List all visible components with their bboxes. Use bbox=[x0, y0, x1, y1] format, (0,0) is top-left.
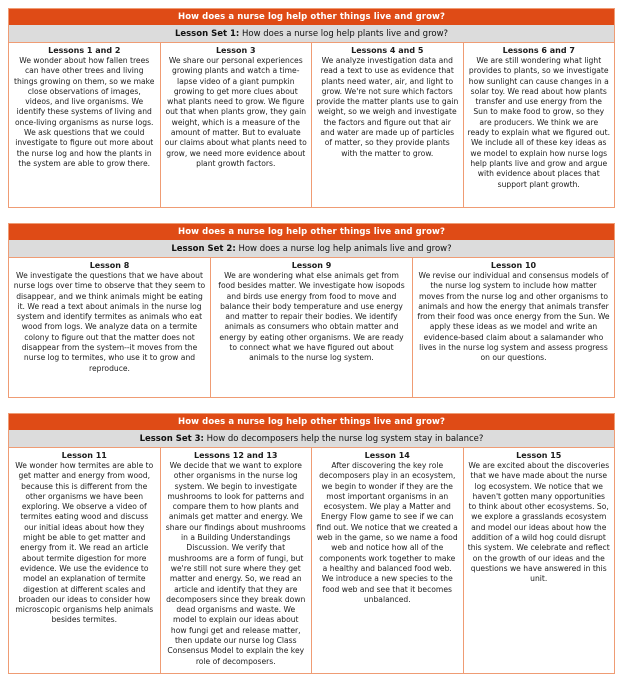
lesson-set-2-label: Lesson Set 2: bbox=[171, 243, 236, 254]
lesson-cell-heading: Lessons 1 and 2 bbox=[48, 46, 121, 55]
lesson-cell-heading: Lesson 8 bbox=[89, 261, 130, 270]
lesson-cell-heading: Lessons 4 and 5 bbox=[351, 46, 424, 55]
lesson-cell-3 bbox=[161, 43, 313, 207]
lesson-cell-12-13 bbox=[161, 448, 313, 673]
unit-question-banner: How does a nurse log help other things live and grow? bbox=[9, 9, 614, 25]
lesson-set-2-table bbox=[8, 223, 615, 398]
lesson-cell-body: We are still wondering what light provides to plants, so we investigate how sunlight can cause changes in a solar toy. We read about how plants transfer and use energy from the Sun to make food to grow, so they are producers. We think we are ready to explain what we figured out. We include all of these key ideas as we model to explain how nurse logs help plants live and grow and argue with evidence about places that support plant growth. bbox=[467, 56, 610, 189]
lesson-set-2-cells bbox=[9, 258, 614, 397]
lesson-set-2-question: How does a nurse log help animals live and grow? bbox=[235, 243, 452, 254]
lesson-cell-8 bbox=[9, 258, 211, 397]
lesson-cell-heading: Lesson 9 bbox=[291, 261, 332, 270]
lesson-set-1-label: Lesson Set 1: bbox=[174, 28, 240, 39]
lesson-cell-heading: Lesson 10 bbox=[490, 261, 537, 270]
lesson-set-1-cells bbox=[9, 43, 614, 207]
lesson-cell-body: We wonder about how fallen trees can have other trees and living things growing on them, so we make close observations of images, videos, and live organisms. We identify these systems of living and once-living organisms as nurse logs. We ask questions that we could investigate to figure out more about the nurse log and how the plants in the system are able to grow there. bbox=[14, 56, 155, 168]
lesson-cell-body: We revise our individual and consensus models of the nurse log system to include how matter moves from the nurse log and other organisms to animals and how the energy that animals transfer from their food was once energy from the Sun. We apply these ideas as we model and write an evidence-based claim about a salamander who lives in the nurse log system and assess progress on our questions. bbox=[417, 271, 610, 363]
lesson-cell-body: We investigate the questions that we have about nurse logs over time to observe that they seem to disappear, and we think animals might be eating it. We read a text about animals in the nurse log system and identify termites as animals who eat wood from logs. We analyze data on a termite colony to figure out that the matter does not disappear from the system--it moves from the nurse log to termites, who use it to grow and reproduce. bbox=[13, 271, 206, 373]
lesson-cell-4-5 bbox=[312, 43, 464, 207]
lesson-cell-body: We share our personal experiences growing plants and watch a time-lapse video of a giant pumpkin growing to get more clues about what plants need to grow. We figure out that when plants grow, they gain weight, which is a measure of the amount of matter. But to evaluate our claims about what plants need to grow, we need more evidence about plant growth factors. bbox=[164, 56, 307, 168]
lesson-cell-body: We are wondering what else animals get from food besides matter. We investigate how isopods and birds use energy from food to move and balance their body temperature and use energy and matter to repair their bodies. We identify animals as consumers who obtain matter and energy by eating other organisms. We are ready to connect what we have figured out about animals to the nurse log system. bbox=[218, 271, 405, 363]
lesson-set-1-question: How does a nurse log help plants live and grow? bbox=[239, 28, 449, 39]
lesson-cell-11 bbox=[9, 448, 161, 673]
lesson-set-3-table bbox=[8, 413, 615, 674]
lesson-set-1-table bbox=[8, 8, 615, 208]
lesson-cell-1-2 bbox=[9, 43, 161, 207]
lesson-set-2-subtitle bbox=[9, 240, 614, 258]
lesson-cell-heading: Lesson 11 bbox=[61, 451, 107, 460]
lesson-set-3-subtitle bbox=[9, 430, 614, 448]
lesson-cell-heading: Lessons 12 and 13 bbox=[194, 451, 278, 460]
lesson-cell-14 bbox=[312, 448, 464, 673]
lesson-cell-6-7 bbox=[464, 43, 615, 207]
lesson-cell-9 bbox=[211, 258, 413, 397]
lesson-cell-heading: Lesson 15 bbox=[516, 451, 562, 460]
lesson-cell-10 bbox=[413, 258, 614, 397]
unit-question-banner: How does a nurse log help other things live and grow? bbox=[9, 224, 614, 240]
lesson-cell-body: We are excited about the discoveries that we have made about the nurse log ecosystem. We notice that we haven't gotten many opportunities to think about other ecosystems. So, we explore a grasslands ecosystem and model our ideas about how the addition of a wild hog could disrupt this system. We celebrate and reflect on the growth of our ideas and the questions we have answered in this unit. bbox=[467, 461, 610, 584]
lesson-set-1-subtitle bbox=[9, 25, 614, 43]
lesson-set-3-label: Lesson Set 3: bbox=[139, 433, 204, 444]
unit-question-banner: How does a nurse log help other things live and grow? bbox=[9, 414, 614, 430]
lesson-cell-body: We analyze investigation data and read a text to use as evidence that plants need water, air, and light to grow. We're not sure which factors provide the matter plants use to gain weight, so we weigh and investigate the factors and figure out that air and water are made up of particles of matter, so they provide plants with the matter to grow. bbox=[316, 56, 459, 158]
lesson-cell-body: We decide that we want to explore other organisms in the nurse log system. We begin to investigate mushrooms to look for patterns and compare them to how plants and animals get matter and energy. We share our findings about mushrooms in a Building Understandings Discussion. We verify that mushrooms are a form of fungi, but we're still not sure where they get matter and energy. So, we read an article and identify that they are decomposers since they break down dead organisms and waste. We model to explain our ideas about how fungi get and release matter, then update our nurse log Class Consensus Model to explain the key role of decomposers. bbox=[165, 461, 306, 666]
lesson-cell-heading: Lesson 14 bbox=[364, 451, 410, 460]
lesson-cell-15 bbox=[464, 448, 615, 673]
lesson-cell-body: After discovering the key role decomposers play in an ecosystem, we begin to wonder if they are the most important organisms in an ecosystem. We play a Matter and Energy Flow game to see if we can find out. We notice that we created a web in the game, so we name a food web and notice how all of the components work together to make a healthy and balanced food web. We introduce a new species to the food web and see that it becomes unbalanced. bbox=[316, 461, 458, 604]
lesson-cell-heading: Lesson 3 bbox=[215, 46, 256, 55]
lesson-set-3-cells bbox=[9, 448, 614, 673]
lesson-cell-body: We wonder how termites are able to get matter and energy from wood, because this is different from the other organisms we have been exploring. We observe a video of termites eating wood and discuss our initial ideas about how they might be able to get matter and energy from it. We read an article about termite digestion for more evidence. We use the evidence to model an explanation of termite digestion at different scales and broaden our ideas to consider how microscopic organisms help animals besides termites. bbox=[15, 461, 154, 625]
lesson-cell-heading: Lessons 6 and 7 bbox=[502, 46, 575, 55]
lesson-set-3-question: How do decomposers help the nurse log system stay in balance? bbox=[203, 433, 484, 444]
